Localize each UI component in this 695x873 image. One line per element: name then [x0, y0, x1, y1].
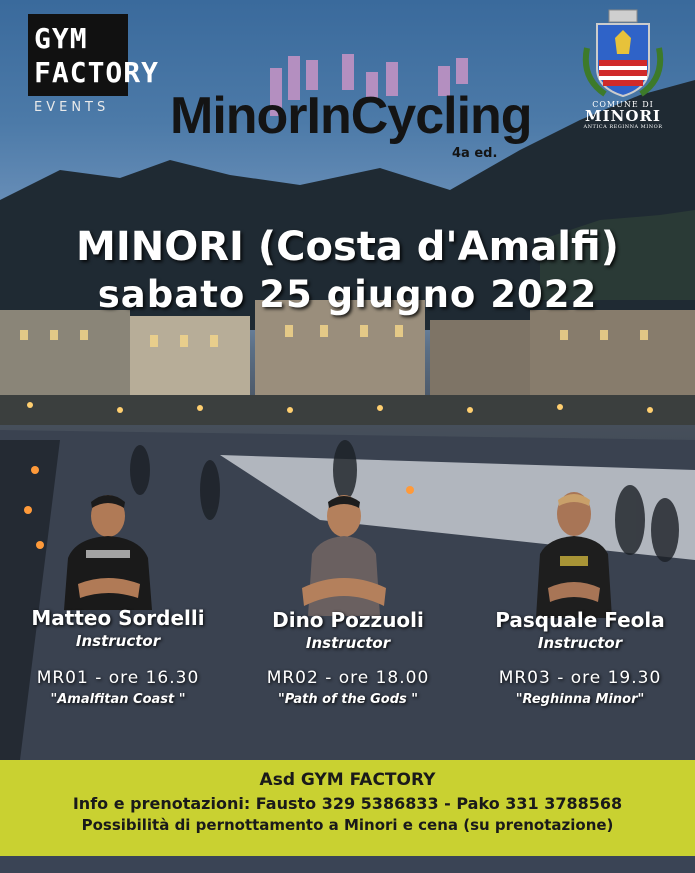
event-location: MINORI (Costa d'Amalfi) — [76, 224, 619, 270]
comune-di-minori-crest — [575, 8, 671, 128]
organizer-name: Asd GYM FACTORY — [259, 770, 436, 790]
instructor-photo-3 — [530, 484, 618, 618]
instructor-photo-1 — [58, 488, 158, 610]
instructor-name: Matteo Sordelli — [31, 606, 205, 630]
bottom-strip — [0, 856, 695, 873]
info-banner — [0, 760, 695, 856]
instructor-role: Instructor — [305, 634, 391, 652]
municipality-name: MINORI — [585, 107, 661, 125]
instructor-card-1 — [18, 606, 218, 707]
municipality-motto: ANTICA REGINNA MINOR — [583, 124, 663, 130]
event-date: sabato 25 giugno 2022 — [97, 273, 598, 316]
minorincycling-logo — [170, 50, 550, 170]
crest-shield-icon — [575, 8, 671, 100]
session-route: "Reghinna Minor" — [515, 692, 645, 707]
session-route: "Amalfitan Coast " — [50, 692, 186, 707]
session-time: MR02 - ore 18.00 — [266, 668, 430, 688]
instructor-card-3 — [482, 608, 678, 707]
instructor-card-2 — [248, 608, 448, 707]
gym-factory-wordmark: GYM FACTORY — [28, 14, 128, 96]
session-route: "Path of the Gods " — [277, 692, 419, 707]
brand-edition: 4a ed. — [452, 146, 498, 161]
instructor-role: Instructor — [75, 632, 161, 650]
instructor-photo-2 — [298, 488, 390, 616]
booking-info: Info e prenotazioni: Fausto 329 5386833 - Pako 331 3788568 — [72, 794, 623, 813]
brand-name: MinorInCycling — [170, 87, 532, 145]
instructor-role: Instructor — [537, 634, 623, 652]
accommodation-info: Possibilità di pernottamento a Minori e cena (su prenotazione) — [81, 816, 614, 834]
event-headline — [0, 222, 695, 318]
gym-factory-logo — [28, 14, 160, 118]
instructor-name: Pasquale Feola — [495, 608, 665, 632]
municipality-line1: COMUNE DI — [592, 100, 654, 109]
instructor-name: Dino Pozzuoli — [272, 608, 424, 632]
events-label: EVENTS — [34, 100, 110, 115]
session-time: MR03 - ore 19.30 — [498, 668, 662, 688]
session-time: MR01 - ore 16.30 — [36, 668, 200, 688]
